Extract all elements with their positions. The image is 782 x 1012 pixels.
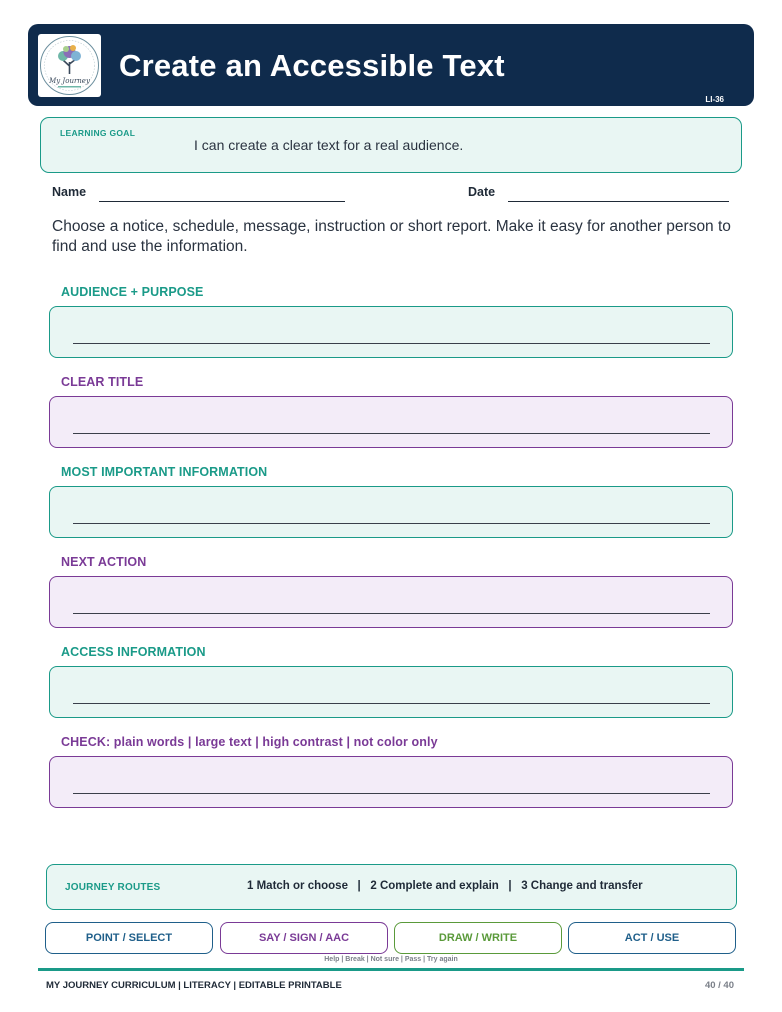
my-journey-logo [38, 34, 101, 97]
date-field[interactable] [508, 201, 729, 202]
mode-point-select-button[interactable]: POINT / SELECT [45, 922, 213, 954]
journey-routes-label: JOURNEY ROUTES [65, 882, 161, 893]
write-line [73, 703, 710, 704]
mode-act-use-button[interactable]: ACT / USE [568, 922, 736, 954]
lesson-code: LI-36 [705, 95, 724, 104]
instructions: Choose a notice, schedule, message, instruction or short report. Make it easy for another person to find and use the information. [52, 218, 731, 255]
page-title: Create an Accessible Text [119, 48, 505, 83]
help-options-line: Help | Break | Not sure | Pass | Try again [324, 956, 458, 963]
answer-box-most-important-information[interactable] [49, 486, 733, 538]
section-label-most-important-information: MOST IMPORTANT INFORMATION [61, 465, 268, 479]
write-line [73, 343, 710, 344]
mode-draw-write-button[interactable]: DRAW / WRITE [394, 922, 562, 954]
journey-routes-text: 1 Match or choose | 2 Complete and explain | 3 Change and transfer [247, 880, 643, 892]
section-label-audience-purpose: AUDIENCE + PURPOSE [61, 285, 204, 299]
svg-text:My Journey: My Journey [49, 77, 90, 85]
write-line [73, 613, 710, 614]
answer-box-audience-purpose[interactable] [49, 306, 733, 358]
section-label-check: CHECK: plain words | large text | high contrast | not color only [61, 735, 438, 749]
footer-title: MY JOURNEY CURRICULUM | LITERACY | EDITABLE PRINTABLE [46, 980, 342, 991]
section-label-access-information: ACCESS INFORMATION [61, 645, 206, 659]
learning-goal-label: LEARNING GOAL [60, 128, 136, 138]
answer-box-access-information[interactable] [49, 666, 733, 718]
section-label-clear-title: CLEAR TITLE [61, 375, 144, 389]
mode-say-sign-aac-button[interactable]: SAY / SIGN / AAC [220, 922, 388, 954]
answer-box-check[interactable] [49, 756, 733, 808]
name-field[interactable] [99, 201, 345, 202]
date-label: Date [468, 185, 496, 199]
name-label: Name [52, 185, 87, 199]
answer-box-next-action[interactable] [49, 576, 733, 628]
title-banner [28, 24, 754, 106]
journey-routes-box [46, 864, 737, 910]
footer-divider [38, 968, 744, 971]
section-label-next-action: NEXT ACTION [61, 555, 147, 569]
page-number: 40 / 40 [704, 980, 734, 991]
write-line [73, 433, 710, 434]
learning-goal-text: I can create a clear text for a real audience. [194, 137, 464, 153]
write-line [73, 523, 710, 524]
write-line [73, 793, 710, 794]
tree-logo-icon [38, 34, 101, 97]
answer-box-clear-title[interactable] [49, 396, 733, 448]
learning-goal-box [40, 117, 742, 173]
